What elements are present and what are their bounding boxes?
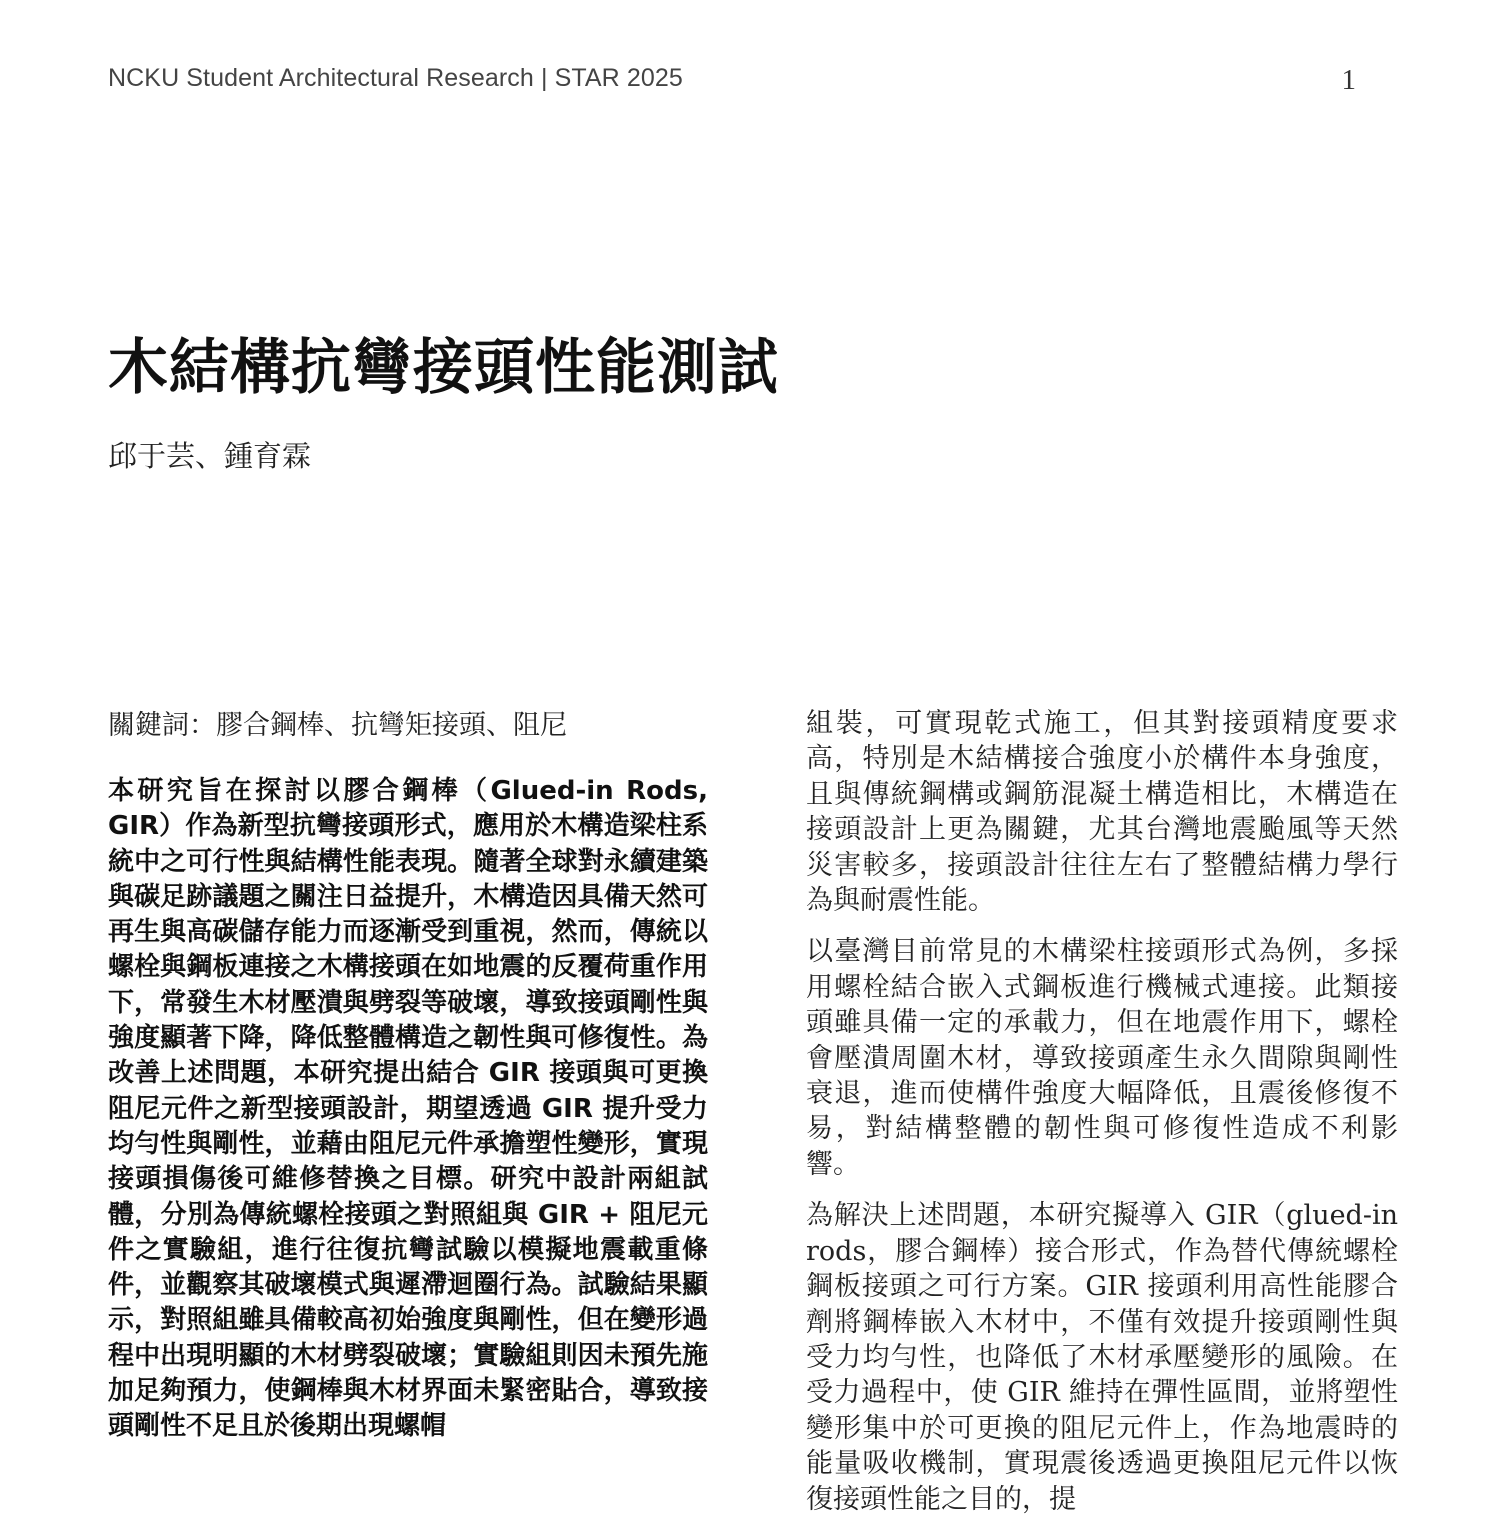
journal-header: NCKU Student Architectural Research | STAR 2025 bbox=[108, 64, 683, 92]
article-authors: 邱于芸、鍾育霖 bbox=[108, 439, 312, 473]
body-paragraph-2: 以臺灣目前常見的木構梁柱接頭形式為例，多採用螺栓結合嵌入式鋼板進行機械式連接。此類接頭雖具備一定的承載力，但在地震作用下，螺栓會壓潰周圍木材，導致接頭產生永久間隙與剛性衰退，進而使構件強度大幅降低，且震後修復不易，對結構整體的韌性與可修復性造成不利影響。 bbox=[806, 936, 1398, 1180]
body-paragraph-1: 組裝，可實現乾式施工，但其對接頭精度要求高，特別是木結構接合強度小於構件本身強度，且與傳統鋼構或鋼筋混凝土構造相比，木構造在接頭設計上更為關鍵，尤其台灣地震颱風等天然災害較多，接頭設計往往左右了整體結構力學行為與耐震性能。 bbox=[806, 708, 1398, 917]
page-number: 1 bbox=[1341, 64, 1356, 96]
body-paragraph-3: 為解決上述問題，本研究擬導入 GIR（glued-in rods，膠合鋼棒）接合形式，作為替代傳統螺栓鋼板接頭之可行方案。GIR 接頭利用高性能膠合劑將鋼棒嵌入木材中，不僅有效提升接頭剛性與受力均勻性，也降低了木材承壓變形的風險。在受力過程中，使 GIR 維持在彈性區間，並將塑性變形集中於可更換的阻尼元件上，作為地震時的能量吸收機制，實現震後透過更換阻尼元件以恢復接頭性能之目的，提 bbox=[806, 1200, 1398, 1515]
right-column bbox=[806, 706, 1398, 1533]
article-title: 木結構抗彎接頭性能測試 bbox=[108, 333, 779, 403]
abstract: 本研究旨在探討以膠合鋼棒（Glued-in Rods, GIR）作為新型抗彎接頭形式，應用於木構造梁柱系統中之可行性與結構性能表現。隨著全球對永續建築與碳足跡議題之關注日益提升，木構造因具備天然可再生與高碳儲存能力而逐漸受到重視，然而，傳統以螺栓與鋼板連接之木構接頭在如地震的反覆荷重作用下，常發生木材壓潰與劈裂等破壞，導致接頭剛性與強度顯著下降，降低整體構造之韌性與可修復性。為改善上述問題，本研究提出結合 GIR 接頭與可更換阻尼元件之新型接頭設計，期望透過 GIR 提升受力均勻性與剛性，並藉由阻尼元件承擔塑性變形，實現接頭損傷後可維修替換之目標。研究中設計兩組試體，分別為傳統螺栓接頭之對照組與 GIR + 阻尼元件之實驗組，進行往復抗彎試驗以模擬地震載重條件，並觀察其破壞模式與遲滯迴圈行為。試驗結果顯示，對照組雖具備較高初始強度與剛性，但在變形過程中出現明顯的木材劈裂破壞；實驗組則因未預先施加足夠預力，使鋼棒與木材界面未緊密貼合，導致接頭剛性不足且於後期出現螺帽 bbox=[108, 776, 708, 1442]
left-column bbox=[108, 706, 708, 1445]
keywords: 關鍵詞：膠合鋼棒、抗彎矩接頭、阻尼 bbox=[108, 710, 567, 741]
